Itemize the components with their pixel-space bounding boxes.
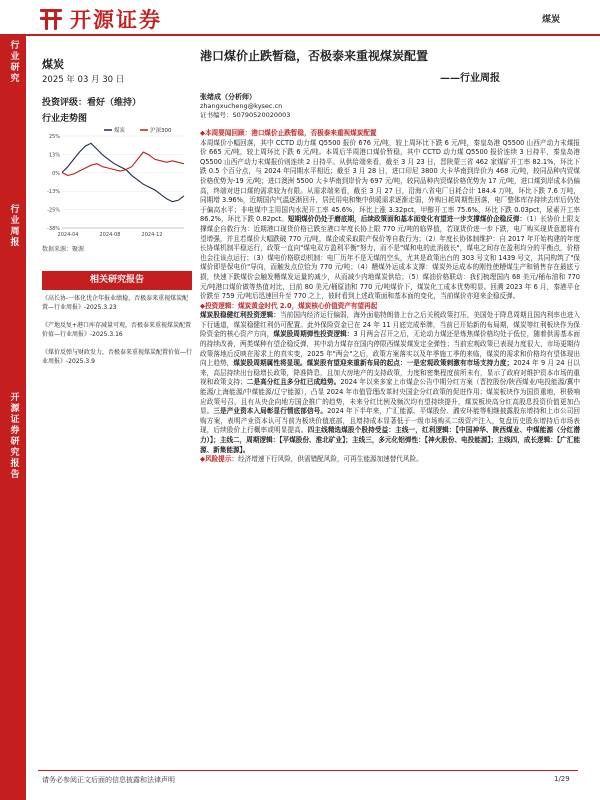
y-tick-label: 25% bbox=[48, 134, 60, 140]
sidebar-mid-label: 行业周报 bbox=[8, 204, 19, 248]
report-subtitle: ——行业周报 bbox=[440, 73, 500, 84]
page-number: 1/29 bbox=[554, 775, 570, 783]
x-tick-label: 2024-08 bbox=[99, 232, 121, 238]
analyst-cert: 证书编号：S0790520020003 bbox=[200, 111, 291, 119]
report-body bbox=[200, 129, 580, 465]
section-heading-logic: ◆投资逻辑：煤炭黄金时代 2.0，煤炭核心价值资产有望再起 bbox=[200, 301, 378, 310]
series-line-1 bbox=[62, 152, 184, 175]
body-paragraph: 本周煤价小幅回落，其中 CCTD 动力煤 Q5500 报价 676 元/吨，较上周环比下跌 6 元/吨，秦皇岛港 Q5500 山西产动力末煤报价 665 元/吨，较上周环比下跌 6 元/吨。本周后半周港口煤价暂稳，其中 CCTD 动力煤 Q5500 报价连续 3 日持平，秦皇岛港 Q5500 山西产动力末煤报价则连续 2 日持平。从供给端来看，截至 3 月 23 日，晋陕蒙三省 462 家煤矿开工率 82.1%，环比下跌 0.5 个百分点，与 2024 年同期水平相近；截至 3 月 28 日，进口印尼 3800 大卡华南到岸价为 468 元/吨，较同品种内贸煤价格优势为-19 元/吨；进口澳洲 5500 大卡华南到岸价为 697 元/吨，较同品种内贸煤价格优势为 17 元/吨，进口煤到岸成本仍偏高，终端对进口煤的需求较为有限。从需求端来看，截至 3 月 27 日，沿海八省电厂日耗合计 184.4 万吨，环比下跌 7.6 万吨，同期增 3.96%，近期国内气温逐渐回升，居民用电和集中供暖需求逐渐走弱，外购日耗周期性回落，电厂整体库存持续去库后仍处于偏高水平；非电煤中主用国内水泥开工率 45.6%，环比上涨 3.32pct，甲醇开工率 75.6%，环比下跌 0.03pct，尿素开工率 86.2%，环比下跌 0.82pct。短期煤价仍处于磨底期，后续政策面和基本面变化有望进一步支撑煤价企稳反弹：（1）长协价上限支撑煤企自救行为：近期港口现货价格已跌至港口年度长协上限 770 元/吨的临界值，若现货价进一步下跌，电厂购买现货意愿将有望增强，并且若煤价大幅跌破 770 元/吨，煤企或采取限产保价等自救行为；（2）年度长协体制维护：自 2017 年开始构建的年度长协煤机制平稳运行，政策一直向"煤电双方盈利平衡"努力，而不是"煤和电的此消彼长"，煤电之间存在盈利均分的平衡点，价格也会往该点运行；（3）煤电价格联动机制：电厂历年不是无煤的空头，尤其是政策出台的 303 号文和 1439 号文，共同构筑了"保煤价即是保电价"导向，而触发点位恰为 770 元/吨；（4）糟煤外运成本支撑：煤炭外运成本的刚性使糟煤生产和销售存在最底亏损，快速下跌煤价会触发糟煤发运量的减少，从而减少内地煤炭供给；（5）煤油价格联动：我们梳理国内 68 美元/桶布油和 770 元/吨港口煤价做等热值对比，目前 80 美元/桶原油和 770 元/吨煤价下，煤炭化工成本优势明显。回溯 2023 年 6 月，秦港平仓价跌至 759 元/吨后迅速回升至 770 之上，彼时看到上述政策面和基本面的变化，当前煤价亦迎来企稳反弹。 bbox=[200, 138, 580, 301]
trend-chart-title: 行业走势图 bbox=[42, 114, 88, 124]
footer-divider bbox=[38, 770, 578, 771]
sidebar-top-label: 行业研究 bbox=[8, 40, 19, 84]
y-tick-label: -38% bbox=[47, 226, 60, 232]
analyst-email[interactable]: zhangxucheng@kysec.cn bbox=[200, 102, 283, 110]
y-tick-label: -25% bbox=[47, 207, 60, 214]
sidebar-bottom-label: 开源证券研究报告 bbox=[8, 392, 19, 480]
header-section-label: 煤炭 bbox=[541, 15, 560, 25]
related-report-item[interactable]: 《高长协-一体化优企年报业绩稳，否极泰来重视煤炭配置—行业周报》-2025.3.23 bbox=[42, 295, 189, 311]
industry-trend-chart bbox=[38, 124, 188, 244]
brand-logo-icon bbox=[38, 6, 64, 32]
left-sidebar bbox=[0, 36, 26, 800]
page-header bbox=[0, 0, 600, 36]
footer-disclaimer: 请务必参阅正文后面的信息披露和法律声明 bbox=[42, 776, 175, 784]
report-date: 2025 年 03 月 30 日 bbox=[42, 75, 125, 85]
section-heading-news: ◆本周要闻回顾：港口煤价止跌暂稳，否极泰来重视煤炭配置 bbox=[200, 129, 377, 137]
analyst-info bbox=[200, 93, 290, 120]
x-tick-label: 2024-04 bbox=[57, 232, 79, 238]
related-reports-header: 相关研究报告 bbox=[42, 271, 192, 290]
brand-name: 开源证券 bbox=[70, 8, 162, 32]
related-report-item[interactable]: 《煤价反弹与财政发力，否极泰来重视煤炭配置价值—行业周报》-2025.3.9 bbox=[42, 349, 193, 365]
chart-data-source: 数据来源：聚源 bbox=[42, 246, 85, 253]
y-tick-label: -13% bbox=[47, 189, 60, 196]
body-paragraph: 煤炭股稳健红利投资逻辑：当前国内经济运行偏弱，海外面临特朗普上台之后关税政策打压，美国处于降息周期且国内利率也进入下行通道，煤炭稳健红利仍可配置。此外保险资金已在 24 年 11 月底完成举牌，当前已开始新的布局期，煤炭等红利板块作为保险资金的核心资产方向，煤炭股周期弹性投资逻辑：3 月两会召开之后，无论动力煤还是炼焦煤价格均处于低位，随着供需基本面的持续改善，两类煤种有望企稳反弹，其中动力煤存在国内停限西煤炭煤发定全弹性；当前宏观政策已表现力度很大，市场更期待政策落地后反映在需求上的真实变，2025 年"两会"之后，政策方案落实以及年季施工季的来临，煤炭的需求和价格均有望体现出向上趋势，煤炭股周期属性将显现。煤炭股有望迎来重新布局的起点：一是宏观政策刺激有市场支持力度；2024 年 9 月 24 日以来，高层持续出台稳增长政策，降准降息，且加大房地产的支持政策，力度和密集程度前所未有，显示了政府对维护资本市场的重视和政策支持；二是高分红且多分红已成趋势。2024 年以来多家上市煤企公告中期分红方案（晋控股份/陕西煤业/电投能源/冀中能源/上海能源/中煤能源/辽宁能源），凸显 2024 年市值管理改革时央国企分红政策的促进作用；煤炭板块作为国资重地，积极响应政策号召，且有从央企向地方国企推广的趋势，未来分红比例及频次均有望持续提升，煤炭板块高分红高股息投资价值更加凸显。三是产业资本入局彰显行情底部信号。2024 年下半年来，广汇能源、平煤股份、潞安环能等相继披露股东增持和上市公司回购方案，表明产业资本认可当前为板块价值底部，且增持成本显著低于一级市场购买二级资产注入，复盘历史股东增持后市场表现，后续股价上行概率或明显提高。四主线精选煤股个股持受益：主线一，红利逻辑：【中国神华、陕西煤业、中煤能源（分红潜力）】；主线二，周期逻辑：【平煤股份、淮北矿业】；主线三，多元化铝弹性：【神火股份、电投能源】；主线四，成长逻辑：【广汇能源、新集能源】。 bbox=[200, 311, 581, 454]
legend-label: 沪深300 bbox=[150, 128, 172, 134]
brand-logo bbox=[38, 4, 162, 34]
x-tick-label: 2024-12 bbox=[141, 232, 163, 238]
report-sector: 煤炭 bbox=[42, 58, 64, 71]
series-line-0 bbox=[62, 143, 184, 201]
analyst-name: 张绪成（分析师） bbox=[200, 93, 256, 101]
y-tick-label: 13% bbox=[48, 152, 60, 159]
related-report-item[interactable]: 《产地反复+港口库存减量可观，否极泰来重视煤炭配置价值—行业周报》-2025.3.16 bbox=[42, 322, 192, 338]
investment-rating: 投资评级：看好（维持） bbox=[42, 98, 142, 108]
y-tick-label: 0% bbox=[52, 170, 60, 177]
risk-paragraph: ◆风险提示：经济增速下行风险，供需错配风险，可再生能源加速替代风险。 bbox=[200, 455, 423, 464]
legend-label: 煤炭 bbox=[114, 128, 126, 134]
report-title: 港口煤价止跌暂稳，否极泰来重视煤炭配置 bbox=[200, 49, 429, 63]
